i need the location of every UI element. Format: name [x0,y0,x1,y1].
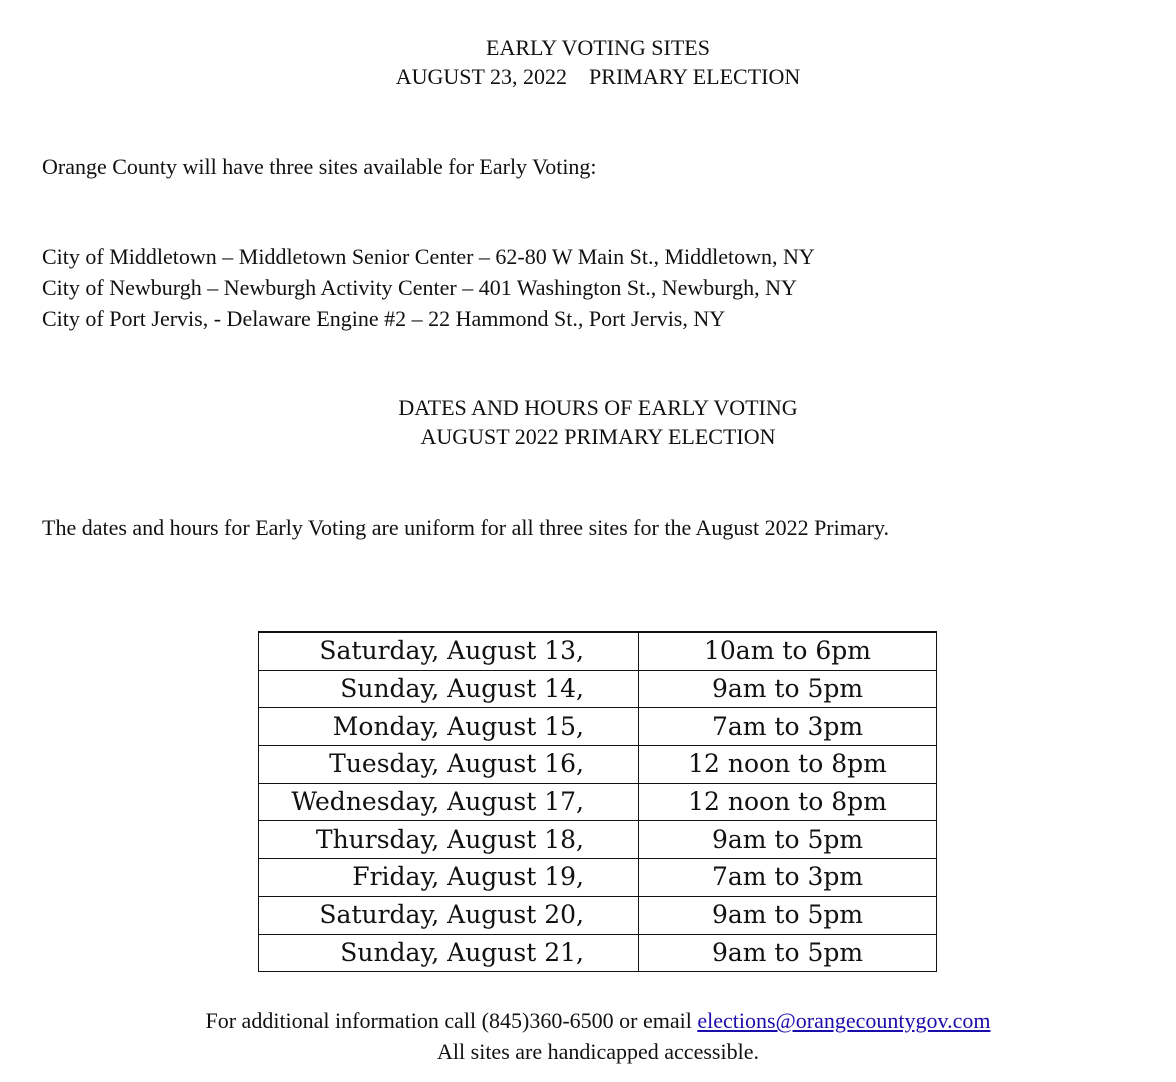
contact-info-text: For additional information call (845)360-6500 or email [205,1008,698,1033]
schedule-day: Saturday, August 20, [259,896,639,934]
document-subtitle: AUGUST 23, 2022 PRIMARY ELECTION [395,64,801,89]
uniform-hours-note: The dates and hours for Early Voting are uniform for all three sites for the August 2022 Primary. [42,515,890,540]
site-port-jervis: City of Port Jervis, - Delaware Engine #2 – 22 Hammond St., Port Jervis, NY [42,306,726,331]
table-row [259,708,937,746]
schedule-hours: 9am to 5pm [639,896,937,934]
site-newburgh: City of Newburgh – Newburgh Activity Center – 401 Washington St., Newburgh, NY [42,275,797,300]
schedule-day: Sunday, August 21, [259,934,639,972]
schedule-day: Sunday, August 14, [259,670,639,708]
schedule-day: Tuesday, August 16, [259,746,639,784]
schedule-hours: 12 noon to 8pm [639,783,937,821]
table-row [259,746,937,784]
document-title: EARLY VOTING SITES [486,35,710,60]
table-row [259,821,937,859]
site-middletown: City of Middletown – Middletown Senior Center – 62-80 W Main St., Middletown, NY [42,244,815,269]
schedule-hours: 9am to 5pm [639,670,937,708]
contact-info [0,1006,1176,1036]
hours-section-subtitle: AUGUST 2022 PRIMARY ELECTION [420,424,776,449]
table-row [259,670,937,708]
schedule-day: Friday, August 19, [259,859,639,897]
accessibility-note: All sites are handicapped accessible. [437,1039,759,1064]
table-row [259,859,937,897]
table-row [259,783,937,821]
intro-text: Orange County will have three sites available for Early Voting: [42,154,597,179]
schedule-day: Monday, August 15, [259,708,639,746]
schedule-hours: 7am to 3pm [639,859,937,897]
email-link[interactable]: elections@orangecountygov.com [697,1008,991,1033]
schedule-day: Thursday, August 18, [259,821,639,859]
schedule-hours: 12 noon to 8pm [639,746,937,784]
schedule-hours: 9am to 5pm [639,934,937,972]
schedule-hours: 9am to 5pm [639,821,937,859]
schedule-day: Saturday, August 13, [259,632,639,670]
schedule-hours: 10am to 6pm [639,632,937,670]
schedule-hours: 7am to 3pm [639,708,937,746]
schedule-day: Wednesday, August 17, [259,783,639,821]
hours-section-title: DATES AND HOURS OF EARLY VOTING [398,395,798,420]
early-voting-schedule-table [258,631,937,972]
table-row [259,934,937,972]
table-row [259,896,937,934]
table-row [259,632,937,670]
